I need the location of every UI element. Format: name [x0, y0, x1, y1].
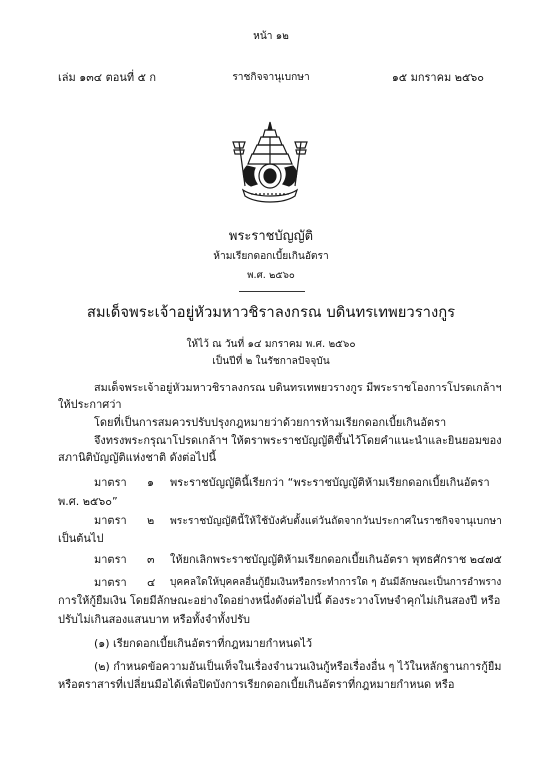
list-item: หรือตราสารที่เปลี่ยนมือได้เพื่อปิดบังการเรียกดอกเบี้ยเกินอัตราที่กฎหมายกำหนด หรือ	[58, 678, 455, 691]
preamble-line-1: สมเด็จพระเจ้าอยู่หัวมหาวชิราลงกรณ บดินทรเทพยวรางกูร มีพระราชโองการโปรดเกล้าฯ	[94, 381, 502, 394]
section-text: เป็นต้นไป	[58, 532, 104, 545]
reason-paragraph: โดยที่เป็นการสมควรปรับปรุงกฎหมายว่าด้วยการห้ามเรียกดอกเบี้ยเกินอัตรา	[94, 416, 447, 429]
section-number: ๒	[147, 514, 155, 527]
preamble-line-2: ให้ประกาศว่า	[58, 398, 122, 411]
page-number: หน้า ๑๒	[253, 31, 289, 42]
section-number: ๓	[147, 553, 155, 566]
list-item: (๒) กำหนดข้อความอันเป็นเท็จในเรื่องจำนวนเงินกู้หรือเรื่องอื่น ๆ ไว้ในหลักฐานการกู้ยืม	[94, 660, 502, 673]
reign-year: เป็นปีที่ ๒ ในรัชกาลปัจจุบัน	[212, 356, 330, 367]
act-name: ห้ามเรียกดอกเบี้ยเกินอัตรา	[213, 251, 329, 262]
section-text: พ.ศ. ๒๕๖๐”	[58, 495, 118, 508]
given-date: ให้ไว้ ณ วันที่ ๑๔ มกราคม พ.ศ. ๒๕๖๐	[186, 339, 356, 350]
section-text: บุคคลใดให้บุคคลอื่นกู้ยืมเงินหรือกระทำการใด ๆ อันมีลักษณะเป็นการอำพราง	[170, 577, 502, 588]
section-text: ปรับไม่เกินสองแสนบาท หรือทั้งจำทั้งปรับ	[58, 613, 251, 626]
section-label: มาตรา	[94, 553, 127, 566]
section-number: ๑	[147, 476, 154, 489]
volume-issue: เล่ม ๑๓๔ ตอนที่ ๕ ก	[58, 71, 157, 84]
section-label: มาตรา	[94, 476, 127, 489]
title-divider	[239, 291, 305, 292]
royal-garuda-seal-icon	[225, 120, 315, 206]
section-text: พระราชบัญญัตินี้ให้ใช้บังคับตั้งแต่วันถัดจากวันประกาศในราชกิจจานุเบกษา	[170, 515, 502, 527]
enactment-line-2: สภานิติบัญญัติแห่งชาติ ดังต่อไปนี้	[58, 451, 216, 464]
monarch-name: สมเด็จพระเจ้าอยู่หัวมหาวชิราลงกรณ บดินทรเทพยวรางกูร	[86, 304, 456, 321]
gazette-name: ราชกิจจานุเบกษา	[232, 72, 310, 83]
section-number: ๔	[147, 576, 156, 589]
enactment-line-1: จึงทรงพระกรุณาโปรดเกล้าฯ ให้ตราพระราชบัญญัติขึ้นไว้โดยคำแนะนำและยินยอมของ	[94, 434, 502, 447]
section-label: มาตรา	[94, 514, 127, 527]
document-type: พระราชบัญญัติ	[228, 229, 314, 244]
section-text: ให้ยกเลิกพระราชบัญญัติห้ามเรียกดอกเบี้ยเกินอัตรา พุทธศักราช ๒๔๗๕	[170, 553, 502, 566]
list-item: (๑) เรียกดอกเบี้ยเกินอัตราที่กฎหมายกำหนดไว้	[94, 637, 313, 650]
section-text: พระราชบัญญัตินี้เรียกว่า “พระราชบัญญัติห้ามเรียกดอกเบี้ยเกินอัตรา	[170, 476, 490, 489]
section-label: มาตรา	[94, 576, 127, 589]
act-year: พ.ศ. ๒๕๖๐	[247, 270, 295, 281]
gazette-date: ๑๕ มกราคม ๒๕๖๐	[391, 71, 484, 84]
section-text: การให้กู้ยืมเงิน โดยมีลักษณะอย่างใดอย่างหนึ่งดังต่อไปนี้ ต้องระวางโทษจำคุกไม่เกินสองปี หรือ	[58, 594, 501, 607]
